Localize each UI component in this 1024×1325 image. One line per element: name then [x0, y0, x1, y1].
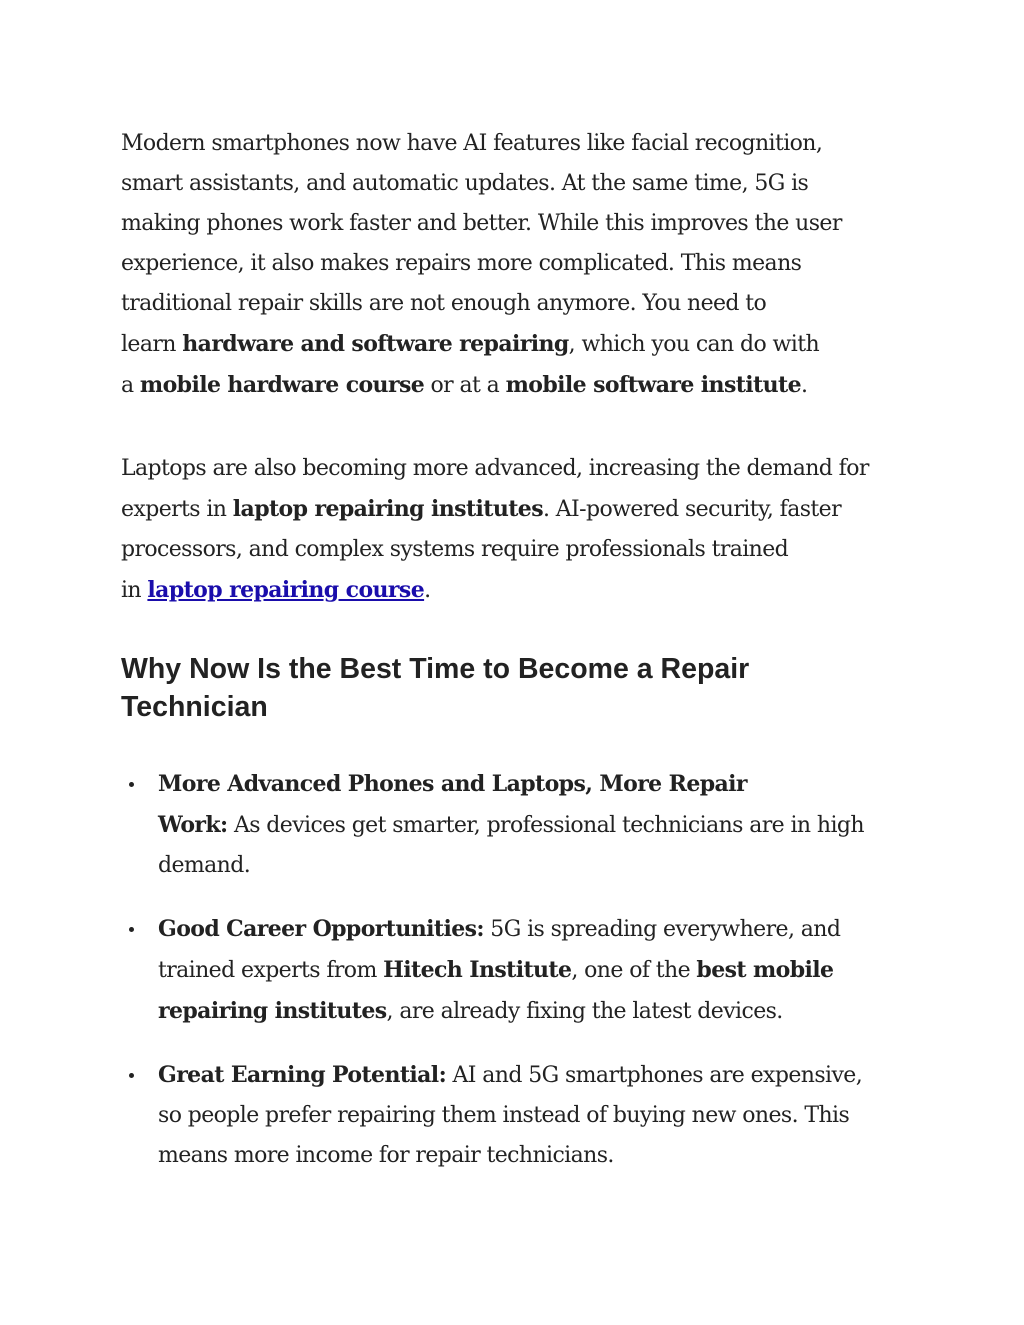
- bullet-icon: [129, 927, 134, 932]
- laptops-paragraph: [121, 449, 911, 611]
- list-item-text: , one of the: [571, 958, 697, 983]
- list-item-text: 5G is spreading everywhere, and trained experts from: [158, 917, 841, 983]
- document-page: [121, 124, 911, 1199]
- list-item-text: As devices get smarter, professional technicians are in high demand.: [158, 813, 864, 878]
- laptop-repairing-course-link[interactable]: laptop repairing course: [147, 577, 425, 603]
- laptops-text: Laptops are also becoming more advanced, increasing the demand for experts in: [121, 456, 869, 522]
- laptops-text: .: [424, 578, 431, 603]
- intro-text: .: [800, 373, 808, 398]
- bullet-icon: [129, 782, 134, 787]
- intro-text: Modern smartphones now have AI features like facial recognition, smart assistants, and automatic updates. At the same time, 5G is making phones work faster and better. While this improves the user experience, it also makes repairs more complicated. This means traditional repair skills are not enough anymore. You need to learn: [121, 131, 842, 357]
- bold-mobile-software-institute: mobile software institute: [505, 372, 801, 398]
- list-item: [121, 764, 911, 886]
- bold-laptop-repairing-institutes: laptop repairing institutes: [232, 496, 543, 522]
- list-item-text: , are already fixing the latest devices.: [386, 999, 783, 1024]
- list-item: [121, 909, 911, 1032]
- bullet-icon: [129, 1073, 134, 1078]
- list-item-title: Great Earning Potential:: [158, 1062, 447, 1088]
- reasons-list: [121, 764, 911, 1176]
- section-heading: Why Now Is the Best Time to Become a Repair Technician: [121, 653, 750, 723]
- list-item-title: Good Career Opportunities:: [158, 916, 484, 942]
- bold-hardware-software-repairing: hardware and software repairing: [182, 331, 569, 357]
- list-item-title: More Advanced Phones and Laptops, More Repair Work:: [158, 771, 747, 838]
- intro-text: , which you can do with a: [121, 332, 820, 398]
- list-item-text: AI and 5G smartphones are expensive, so people prefer repairing them instead of buying new ones. This means more income for repair technicians.: [158, 1063, 863, 1168]
- list-item: [121, 1055, 911, 1176]
- laptops-text: . AI-powered security, faster processors, and complex systems require professionals trained in: [121, 497, 841, 603]
- intro-text: or at a: [424, 373, 506, 398]
- bold-mobile-hardware-course: mobile hardware course: [139, 372, 425, 398]
- intro-paragraph: [121, 124, 911, 406]
- bold-best-mobile-repairing-institutes: best mobile repairing institutes: [158, 957, 834, 1024]
- bold-hitech-institute: Hitech Institute: [383, 957, 572, 983]
